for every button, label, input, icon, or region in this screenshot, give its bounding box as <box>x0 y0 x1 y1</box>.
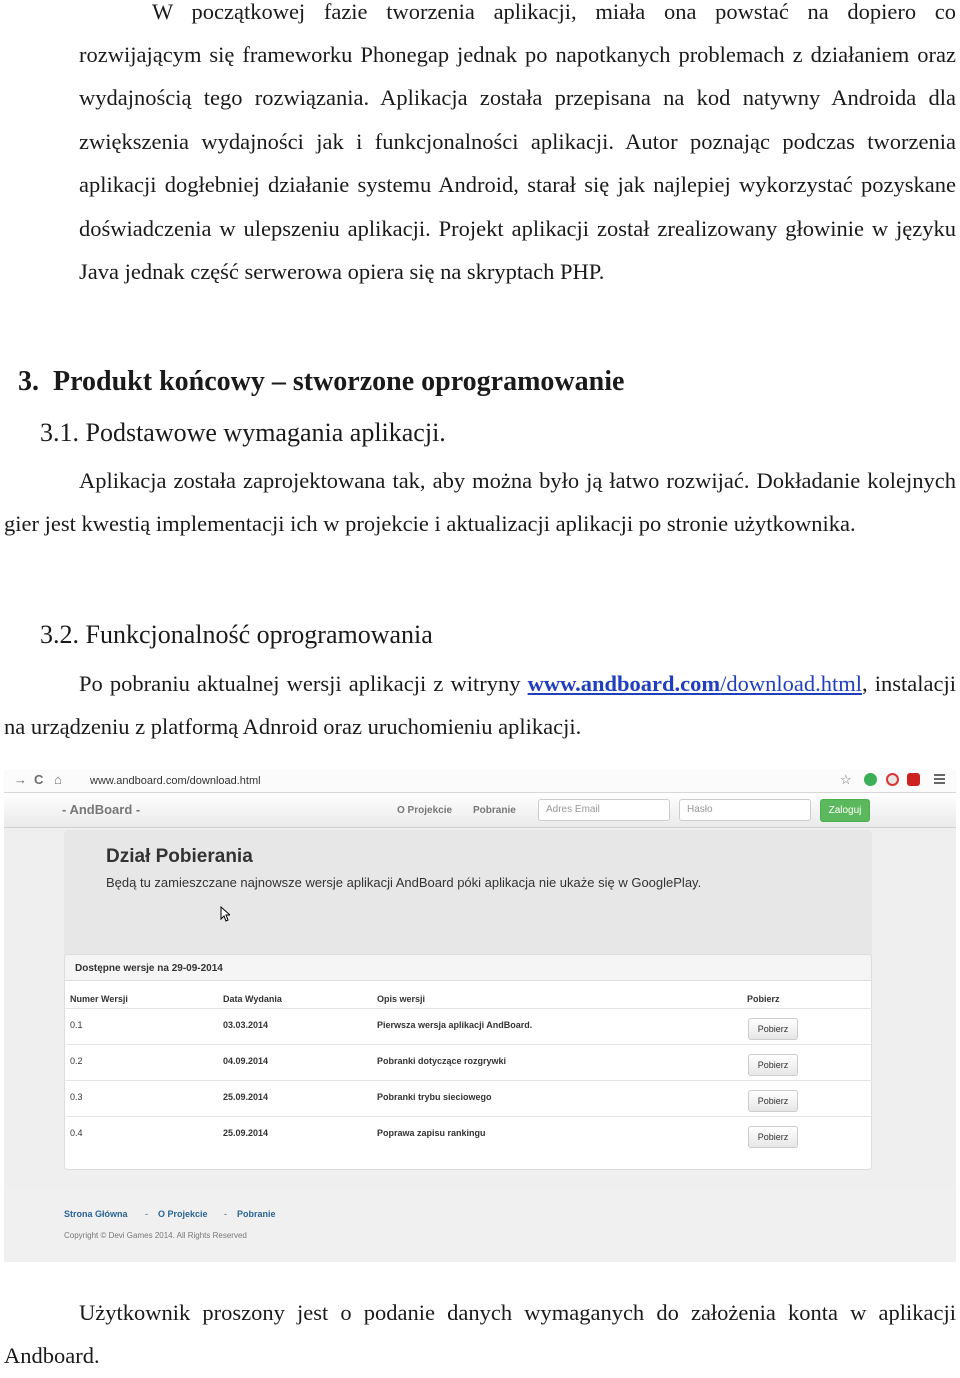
footer-separator: - <box>224 1209 227 1219</box>
download-section-description: Będą tu zamieszczane najnowsze wersje aplikacji AndBoard póki aplikacja nie ukaże się w GooglePlay. <box>106 875 702 890</box>
paragraph-1-body: rozwijającym się frameworku Phonegap jednak po napotkanych problemach z działaniem oraz wydajnością tego rozwiązania. Aplikacja została przepisana na kod natywny Androida dla zwiększenia wydajności jak i funkcjonalności aplikacji. Autor poznając podczas tworzenia aplikacji dogłebniej działanie systemu Android, starał się jak najlepiej wykorzystać pozyskane doświadczenia w ulepszeniu aplikacji. Projekt aplikacji został zrealizowany głowinie w języku Java jednak część serwerowa opiera się na skryptach PHP. <box>79 42 956 285</box>
header-version-number: Numer Wersji <box>70 994 128 1004</box>
paragraph-4: Użytkownik proszony jest o podanie danych wymaganych do założenia konta w aplikacji Andboard. <box>4 1300 956 1369</box>
header-version-description: Opis wersji <box>377 994 426 1004</box>
row-4-download-button[interactable]: Pobierz <box>748 1126 798 1148</box>
footer-link-home[interactable]: Strona Główna <box>64 1209 128 1219</box>
row-2-description: Pobranki dotyczące rozgrywki <box>377 1056 507 1066</box>
row-2-download-button[interactable]: Pobierz <box>748 1054 798 1076</box>
row-2-version: 0.2 <box>70 1056 83 1066</box>
extension-green-icon[interactable] <box>864 773 877 786</box>
footer-link-o-projekcie[interactable]: O Projekcie <box>158 1209 208 1219</box>
versions-panel <box>64 954 872 1170</box>
table-row-divider <box>66 1116 872 1117</box>
versions-panel-title: Dostępne wersje na 29-09-2014 <box>75 963 223 974</box>
row-3-description: Pobranki trybu sieciowego <box>377 1092 492 1102</box>
download-link-domain: www.andboard.com <box>527 671 721 696</box>
row-1-description: Pierwsza wersja aplikacji AndBoard. <box>377 1020 533 1030</box>
table-row-divider <box>66 1080 872 1081</box>
home-icon[interactable]: ⌂ <box>54 772 62 787</box>
row-2-date: 04.09.2014 <box>223 1056 269 1066</box>
paragraph-1-first-line: W początkowej fazie tworzenia aplikacji, miała ona powstać na dopiero co <box>152 0 956 24</box>
nav-link-pobranie[interactable]: Pobranie <box>473 805 516 816</box>
row-3-version: 0.3 <box>70 1092 83 1102</box>
extension-red-icon[interactable] <box>886 773 899 786</box>
download-section-title: Dział Pobierania <box>106 846 253 867</box>
footer-copyright: Copyright © Devi Games 2014. All Rights Reserved <box>64 1231 247 1240</box>
row-4-date: 25.09.2014 <box>223 1128 269 1138</box>
table-row-divider <box>66 1008 872 1009</box>
paragraph-3 <box>4 662 956 749</box>
browser-toolbar <box>4 770 956 793</box>
password-field[interactable]: Hasło <box>679 799 811 821</box>
site-footer <box>4 1190 956 1262</box>
browser-menu-icon[interactable] <box>934 774 945 784</box>
paragraph-3-text-after-link: , instalacji na urządzeniu z platformą Adnroid oraz uruchomieniu aplikacji. <box>4 671 956 740</box>
site-brand[interactable]: - AndBoard - <box>62 802 141 817</box>
adblock-icon[interactable] <box>907 773 920 786</box>
login-button[interactable]: Zaloguj <box>820 799 870 822</box>
row-1-version: 0.1 <box>70 1020 83 1030</box>
mouse-cursor-icon <box>220 906 230 922</box>
paragraph-3-text-before-link: Po pobraniu aktualnej wersji aplikacji z witryny <box>79 671 528 696</box>
website-screenshot <box>4 770 956 1262</box>
section-3-heading: 3. Produkt końcowy – stworzone oprogramowanie <box>18 366 625 397</box>
row-4-description: Poprawa zapisu rankingu <box>377 1128 486 1138</box>
versions-panel-heading <box>65 955 871 981</box>
row-1-date: 03.03.2014 <box>223 1020 269 1030</box>
footer-link-pobranie[interactable]: Pobranie <box>237 1209 276 1219</box>
bookmark-star-icon[interactable]: ☆ <box>840 772 852 787</box>
row-4-version: 0.4 <box>70 1128 83 1138</box>
download-link-path: /download.html <box>720 671 863 696</box>
section-3-1-heading: 3.1. Podstawowe wymagania aplikacji. <box>40 418 446 447</box>
table-row-divider <box>66 1044 872 1045</box>
nav-link-o-projekcie[interactable]: O Projekcie <box>397 805 453 816</box>
header-release-date: Data Wydania <box>223 994 282 1004</box>
footer-separator: - <box>145 1209 148 1219</box>
forward-arrow-icon[interactable]: → <box>14 772 27 787</box>
header-download: Pobierz <box>747 994 780 1004</box>
paragraph-2: Aplikacja została zaprojektowana tak, aby można było ją łatwo rozwijać. Dokładanie kolejnych gier jest kwestią implementacji ich w projekcie i aktualizacji aplikacji po stronie użytkownika. <box>4 468 956 537</box>
section-3-2-heading: 3.2. Funkcjonalność oprogramowania <box>40 620 433 649</box>
download-link[interactable] <box>528 671 862 696</box>
email-field[interactable]: Adres Email <box>538 799 670 821</box>
row-3-date: 25.09.2014 <box>223 1092 269 1102</box>
site-navbar <box>4 793 956 828</box>
reload-icon[interactable]: C <box>34 772 44 787</box>
row-3-download-button[interactable]: Pobierz <box>748 1090 798 1112</box>
address-bar-url[interactable]: www.andboard.com/download.html <box>90 775 261 787</box>
row-1-download-button[interactable]: Pobierz <box>748 1018 798 1040</box>
